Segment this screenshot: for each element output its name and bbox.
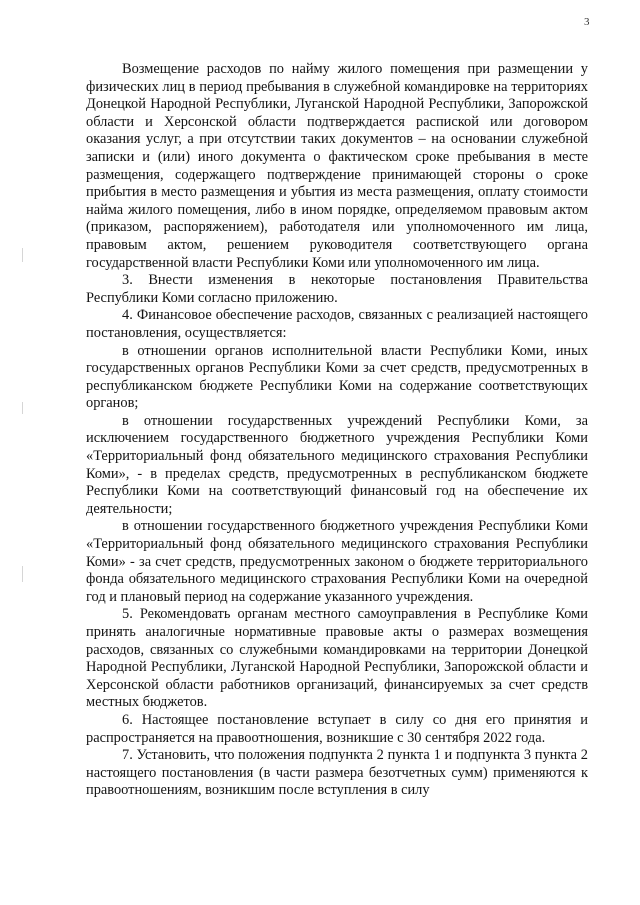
paragraph-item-4-insurance-fund: в отношении государственного бюджетного учреждения Республики Коми «Территориальный фонд обязательного медицинского страхования Республики Коми» - за счет средств, предусмотренных законом о бюджете территориального фонда обязательного медицинского страхования Республики Коми на очередной год и плановый период на содержание указанного учреждения. (86, 518, 588, 605)
scan-margin-mark (22, 566, 23, 582)
paragraph-item-4-state-institutions: в отношении государственных учреждений Республики Коми, за исключением государственного бюджетного учреждения Республики Коми «Территориальный фонд обязательного медицинского страхования Республики Коми», - в пределах средств, предусмотренных в республиканском бюджете Республики Коми на соответствующий финансовый год на обеспечение их деятельности; (86, 412, 588, 517)
paragraph-reimbursement: Возмещение расходов по найму жилого помещения при размещении у физических лиц в период пребывания в служебной командировке на территориях Донецкой Народной Республики, Луганской Народной Республики, Запорожской области и Херсонской области подтверждается распиской или договором оказания услуг, а при отсутствии таких документов – на основании служебной записки и (или) иного документа о фактическом сроке пребывания в месте размещения, содержащего подтверждение принимающей стороны о сроке прибытия в место размещения и убытия из места размещения, оплату стоимости найма жилого помещения, либо в ином порядке, определяемом правовым актом (приказом, распоряжением), работодателя или уполномоченного им лица, правовым актом, решением руководителя соответствующего органа государственной власти Республики Коми или уполномоченного им лица. (86, 61, 588, 271)
paragraph-item-6: 6. Настоящее постановление вступает в силу со дня его принятия и распространяется на правоотношения, возникшие с 30 сентября 2022 года. (86, 711, 588, 746)
paragraph-item-5: 5. Рекомендовать органам местного самоуправления в Республике Коми принять аналогичные нормативные правовые акты о размерах возмещения расходов, связанных со служебными командировками на территории Донецкой Народной Республики, Луганской Народной Республики, Запорожской области и Херсонской области работников организаций, финансируемых за счет средств местных бюджетов. (86, 606, 588, 711)
paragraph-item-4: 4. Финансовое обеспечение расходов, связанных с реализацией настоящего постановления, осуществляется: (86, 307, 588, 341)
paragraph-item-3: 3. Внести изменения в некоторые постановления Правительства Республики Коми согласно приложению. (86, 272, 588, 306)
scan-margin-mark (22, 248, 23, 262)
page-number: 3 (584, 16, 590, 28)
paragraph-item-4-executive-bodies: в отношении органов исполнительной власти Республики Коми, иных государственных органов Республики Коми за счет средств, предусмотренных в республиканском бюджете Республики Коми на содержание соответствующих органов; (86, 342, 588, 412)
paragraph-item-7: 7. Установить, что положения подпункта 2 пункта 1 и подпункта 3 пункта 2 настоящего постановления (в части размера безотчетных сумм) применяются к правоотношениям, возникшим после вступления в силу (86, 747, 588, 799)
document-body (86, 61, 588, 800)
scan-margin-mark (22, 402, 23, 414)
